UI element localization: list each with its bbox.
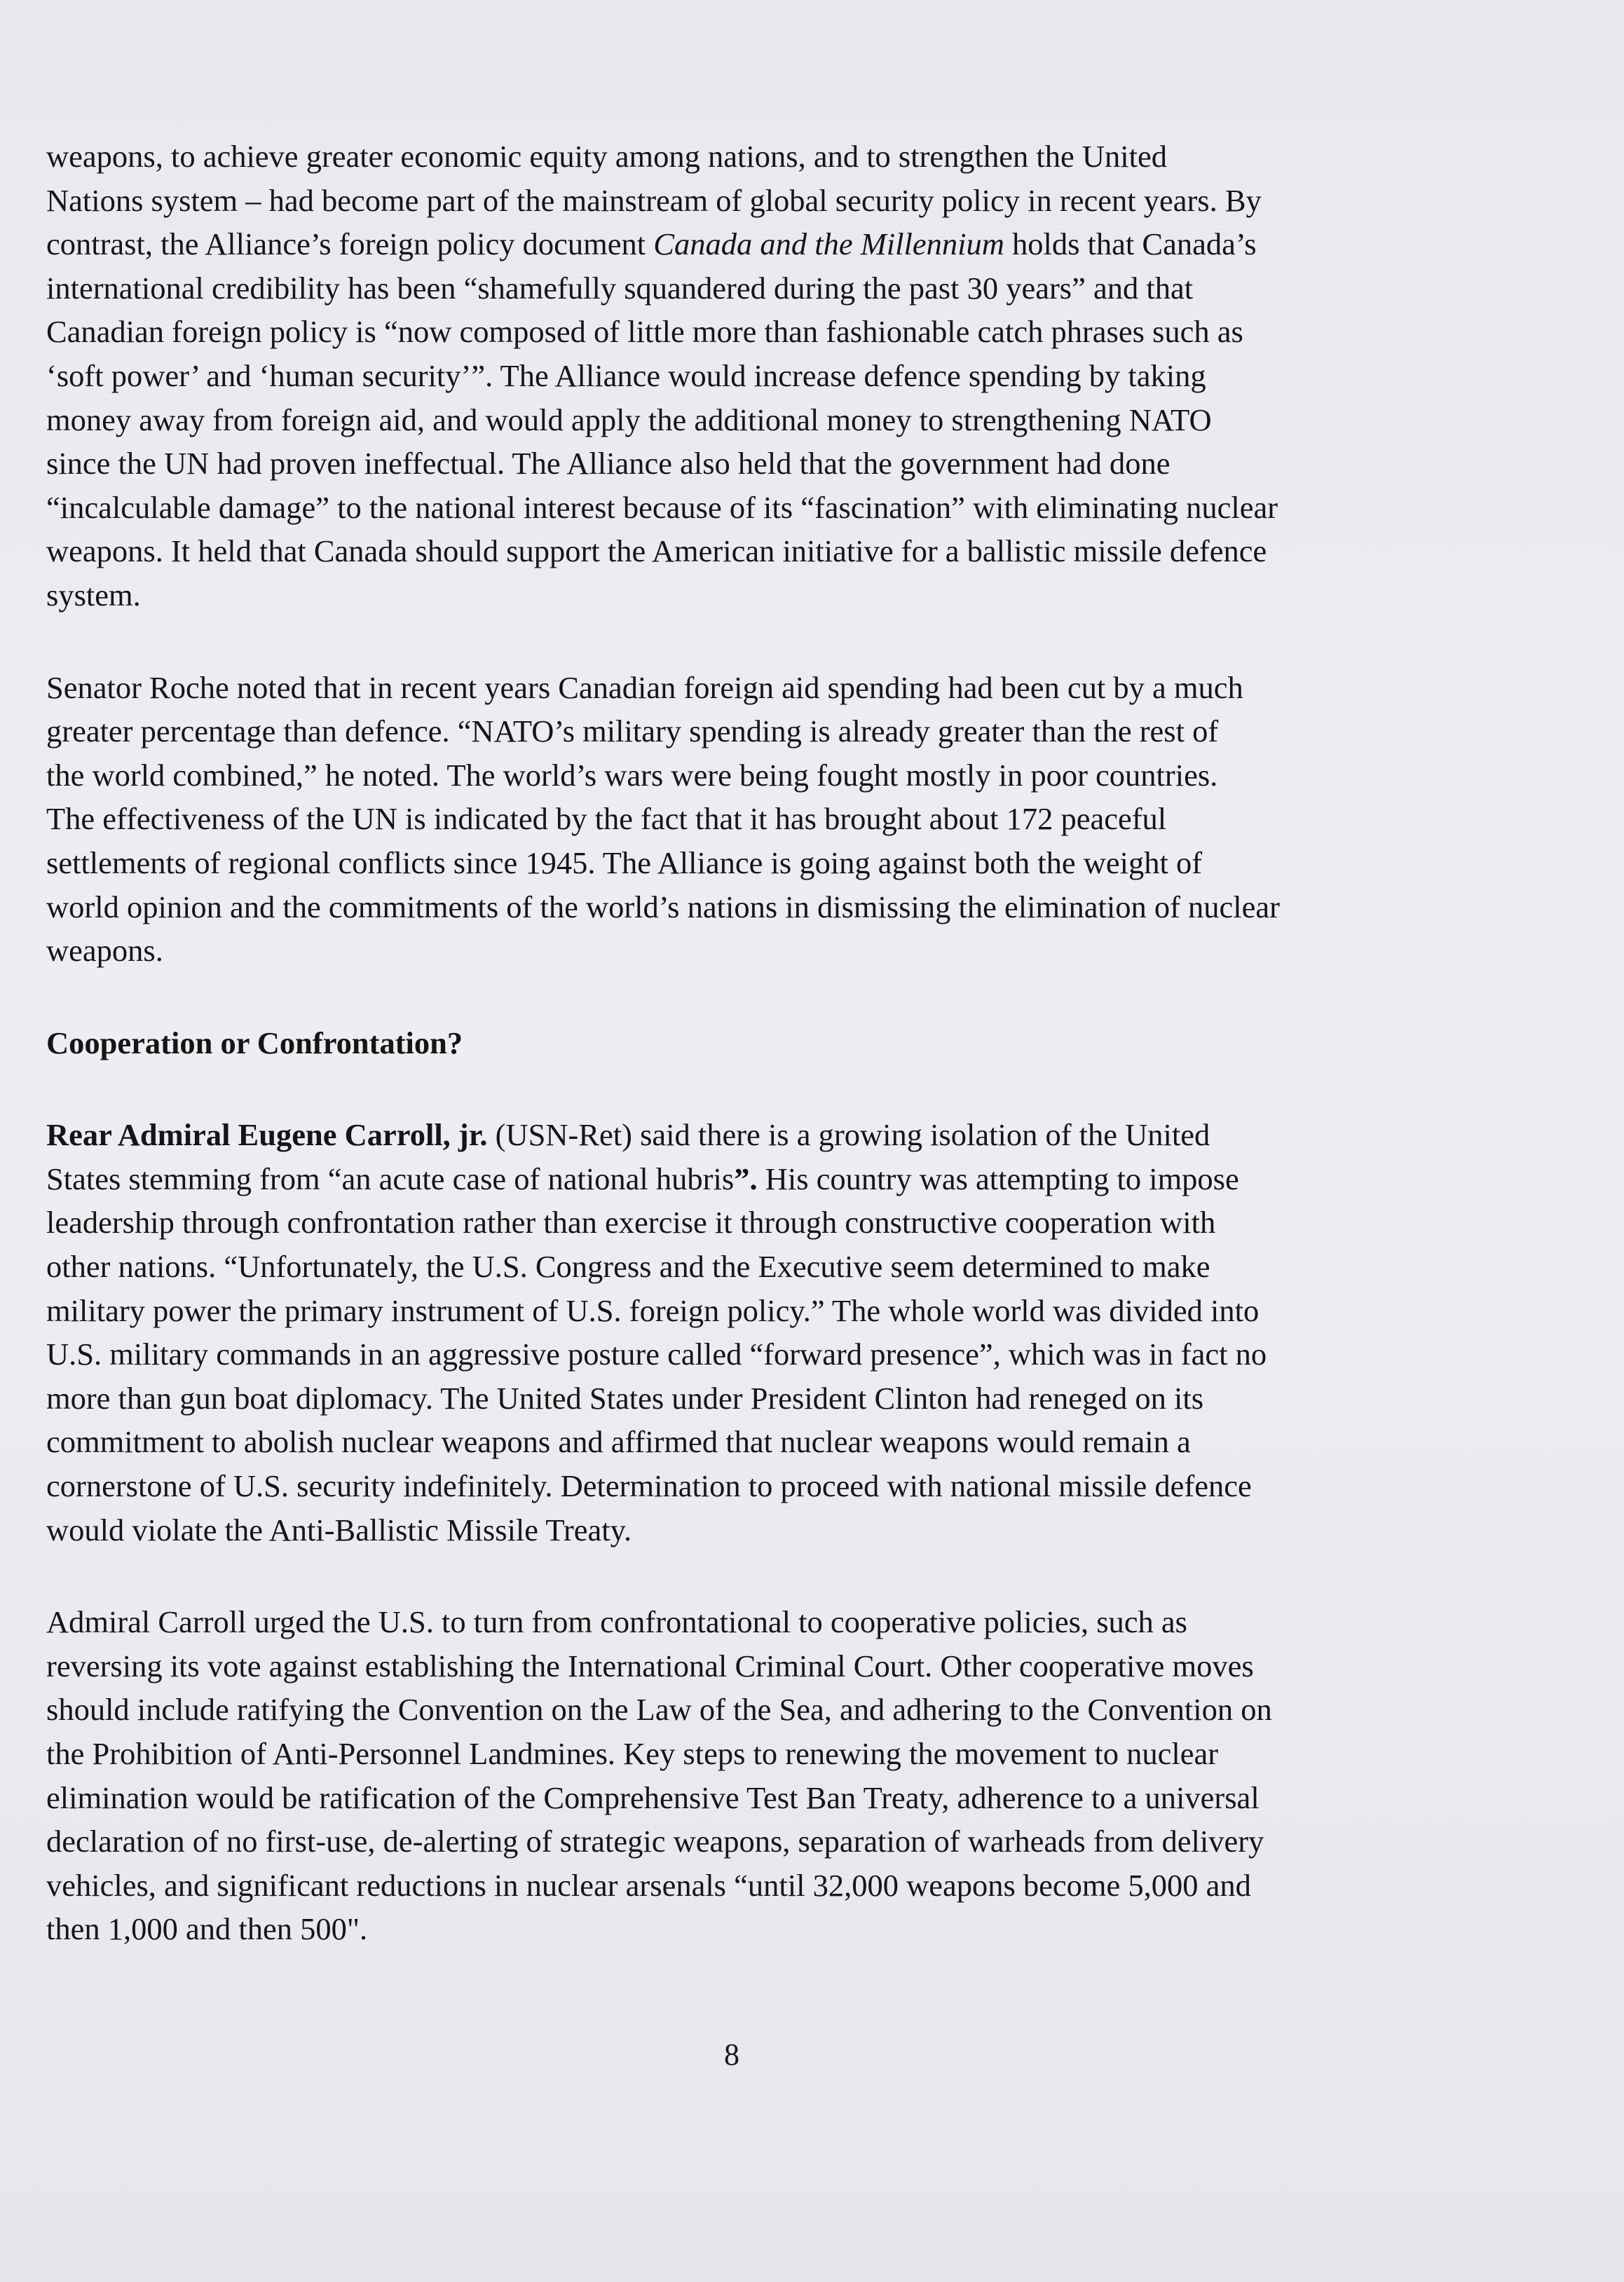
text-line: weapons. (46, 933, 163, 969)
text-line: Canadian foreign policy is “now composed of little more than fashionable catch phrases such as (46, 314, 1243, 350)
text-line: the world combined,” he noted. The world’s wars were being fought mostly in poor countries. (46, 757, 1218, 793)
text-line: “incalculable damage” to the national interest because of its “fascination” with eliminating nuclear (46, 489, 1278, 525)
text-run: States stemming from “an acute case of national hubris (46, 1161, 735, 1196)
text-line: then 1,000 and then 500". (46, 1911, 368, 1947)
text-line: the Prohibition of Anti-Personnel Landmines. Key steps to renewing the movement to nuclear (46, 1736, 1219, 1771)
text-line: elimination would be ratification of the Comprehensive Test Ban Treaty, adherence to a universal (46, 1779, 1260, 1815)
text-line: cornerstone of U.S. security indefinitely. Determination to proceed with national missile defence (46, 1468, 1252, 1504)
text-line: military power the primary instrument of U.S. foreign policy.” The whole world was divided into (46, 1292, 1260, 1328)
speaker-name: Rear Admiral Eugene Carroll, jr. (46, 1117, 488, 1153)
paragraph-admiral-carroll (46, 1113, 1441, 1552)
text-line (46, 1113, 1441, 1157)
text-line: settlements of regional conflicts since 1945. The Alliance is going against both the weight of (46, 845, 1203, 880)
text-line: U.S. military commands in an aggressive posture called “forward presence”, which was in fact no (46, 1337, 1267, 1372)
text-line: world opinion and the commitments of the world’s nations in dismissing the elimination of nuclear (46, 889, 1280, 924)
text-line: commitment to abolish nuclear weapons and affirmed that nuclear weapons would remain a (46, 1424, 1191, 1460)
text-line: should include ratifying the Convention on the Law of the Sea, and adhering to the Convention on (46, 1692, 1272, 1728)
text-line: leadership through confrontation rather than exercise it through constructive cooperation with (46, 1205, 1216, 1241)
text-run: holds that Canada’s (1004, 226, 1257, 262)
text-run: (USN-Ret) said there is a growing isolation of the United (487, 1117, 1210, 1153)
paragraph-spacer (46, 973, 1441, 1021)
text-line: would violate the Anti-Ballistic Missile Treaty. (46, 1512, 632, 1547)
text-line: weapons. It held that Canada should support the American initiative for a ballistic missile defence (46, 533, 1267, 569)
text-line: reversing its vote against establishing the International Criminal Court. Other cooperative moves (46, 1648, 1254, 1683)
text-line: international credibility has been “shamefully squandered during the past 30 years” and that (46, 270, 1194, 306)
text-run-bold: ”. (734, 1161, 758, 1196)
paragraph-spacer (46, 1552, 1441, 1600)
paragraph-alliance-foreign-policy (46, 135, 1441, 617)
text-line: Senator Roche noted that in recent years Canadian foreign aid spending had been cut by a much (46, 669, 1243, 705)
paragraph-carroll-recommendations (46, 1600, 1441, 1951)
document-title-italic: Canada and the Millennium (653, 226, 1004, 262)
text-line: Nations system – had become part of the mainstream of global security policy in recent years. By (46, 182, 1262, 218)
text-line (46, 1157, 1441, 1201)
body-text (46, 135, 1441, 1951)
text-line (46, 222, 1441, 266)
paragraph-spacer (46, 617, 1441, 666)
text-line: declaration of no first-use, de-alerting of strategic weapons, separation of warheads from delivery (46, 1824, 1264, 1859)
text-line: money away from foreign aid, and would apply the additional money to strengthening NATO (46, 402, 1212, 437)
text-line: greater percentage than defence. “NATO’s military spending is already greater than the rest of (46, 713, 1219, 749)
section-heading: Cooperation or Confrontation? (46, 1025, 463, 1060)
text-line: more than gun boat diplomacy. The United States under President Clinton had reneged on its (46, 1380, 1204, 1416)
page-number: 8 (724, 2037, 739, 2072)
text-line: ‘soft power’ and ‘human security’”. The Alliance would increase defence spending by taking (46, 357, 1206, 393)
text-line: The effectiveness of the UN is indicated by the fact that it has brought about 172 peaceful (46, 801, 1167, 837)
text-line: other nations. “Unfortunately, the U.S. Congress and the Executive seem determined to make (46, 1249, 1210, 1285)
paragraph-senator-roche (46, 666, 1441, 973)
text-run: His country was attempting to impose (757, 1161, 1239, 1196)
text-line: system. (46, 577, 141, 613)
text-run: contrast, the Alliance’s foreign policy document (46, 226, 654, 262)
text-line: vehicles, and significant reductions in nuclear arsenals “until 32,000 weapons become 5,000 and (46, 1867, 1251, 1903)
paragraph-spacer (46, 1065, 1441, 1113)
text-line: weapons, to achieve greater economic equity among nations, and to strengthen the United (46, 139, 1168, 174)
text-line: since the UN had proven ineffectual. The Alliance also held that the government had done (46, 446, 1171, 481)
text-line: Admiral Carroll urged the U.S. to turn from confrontational to cooperative policies, such as (46, 1604, 1187, 1640)
